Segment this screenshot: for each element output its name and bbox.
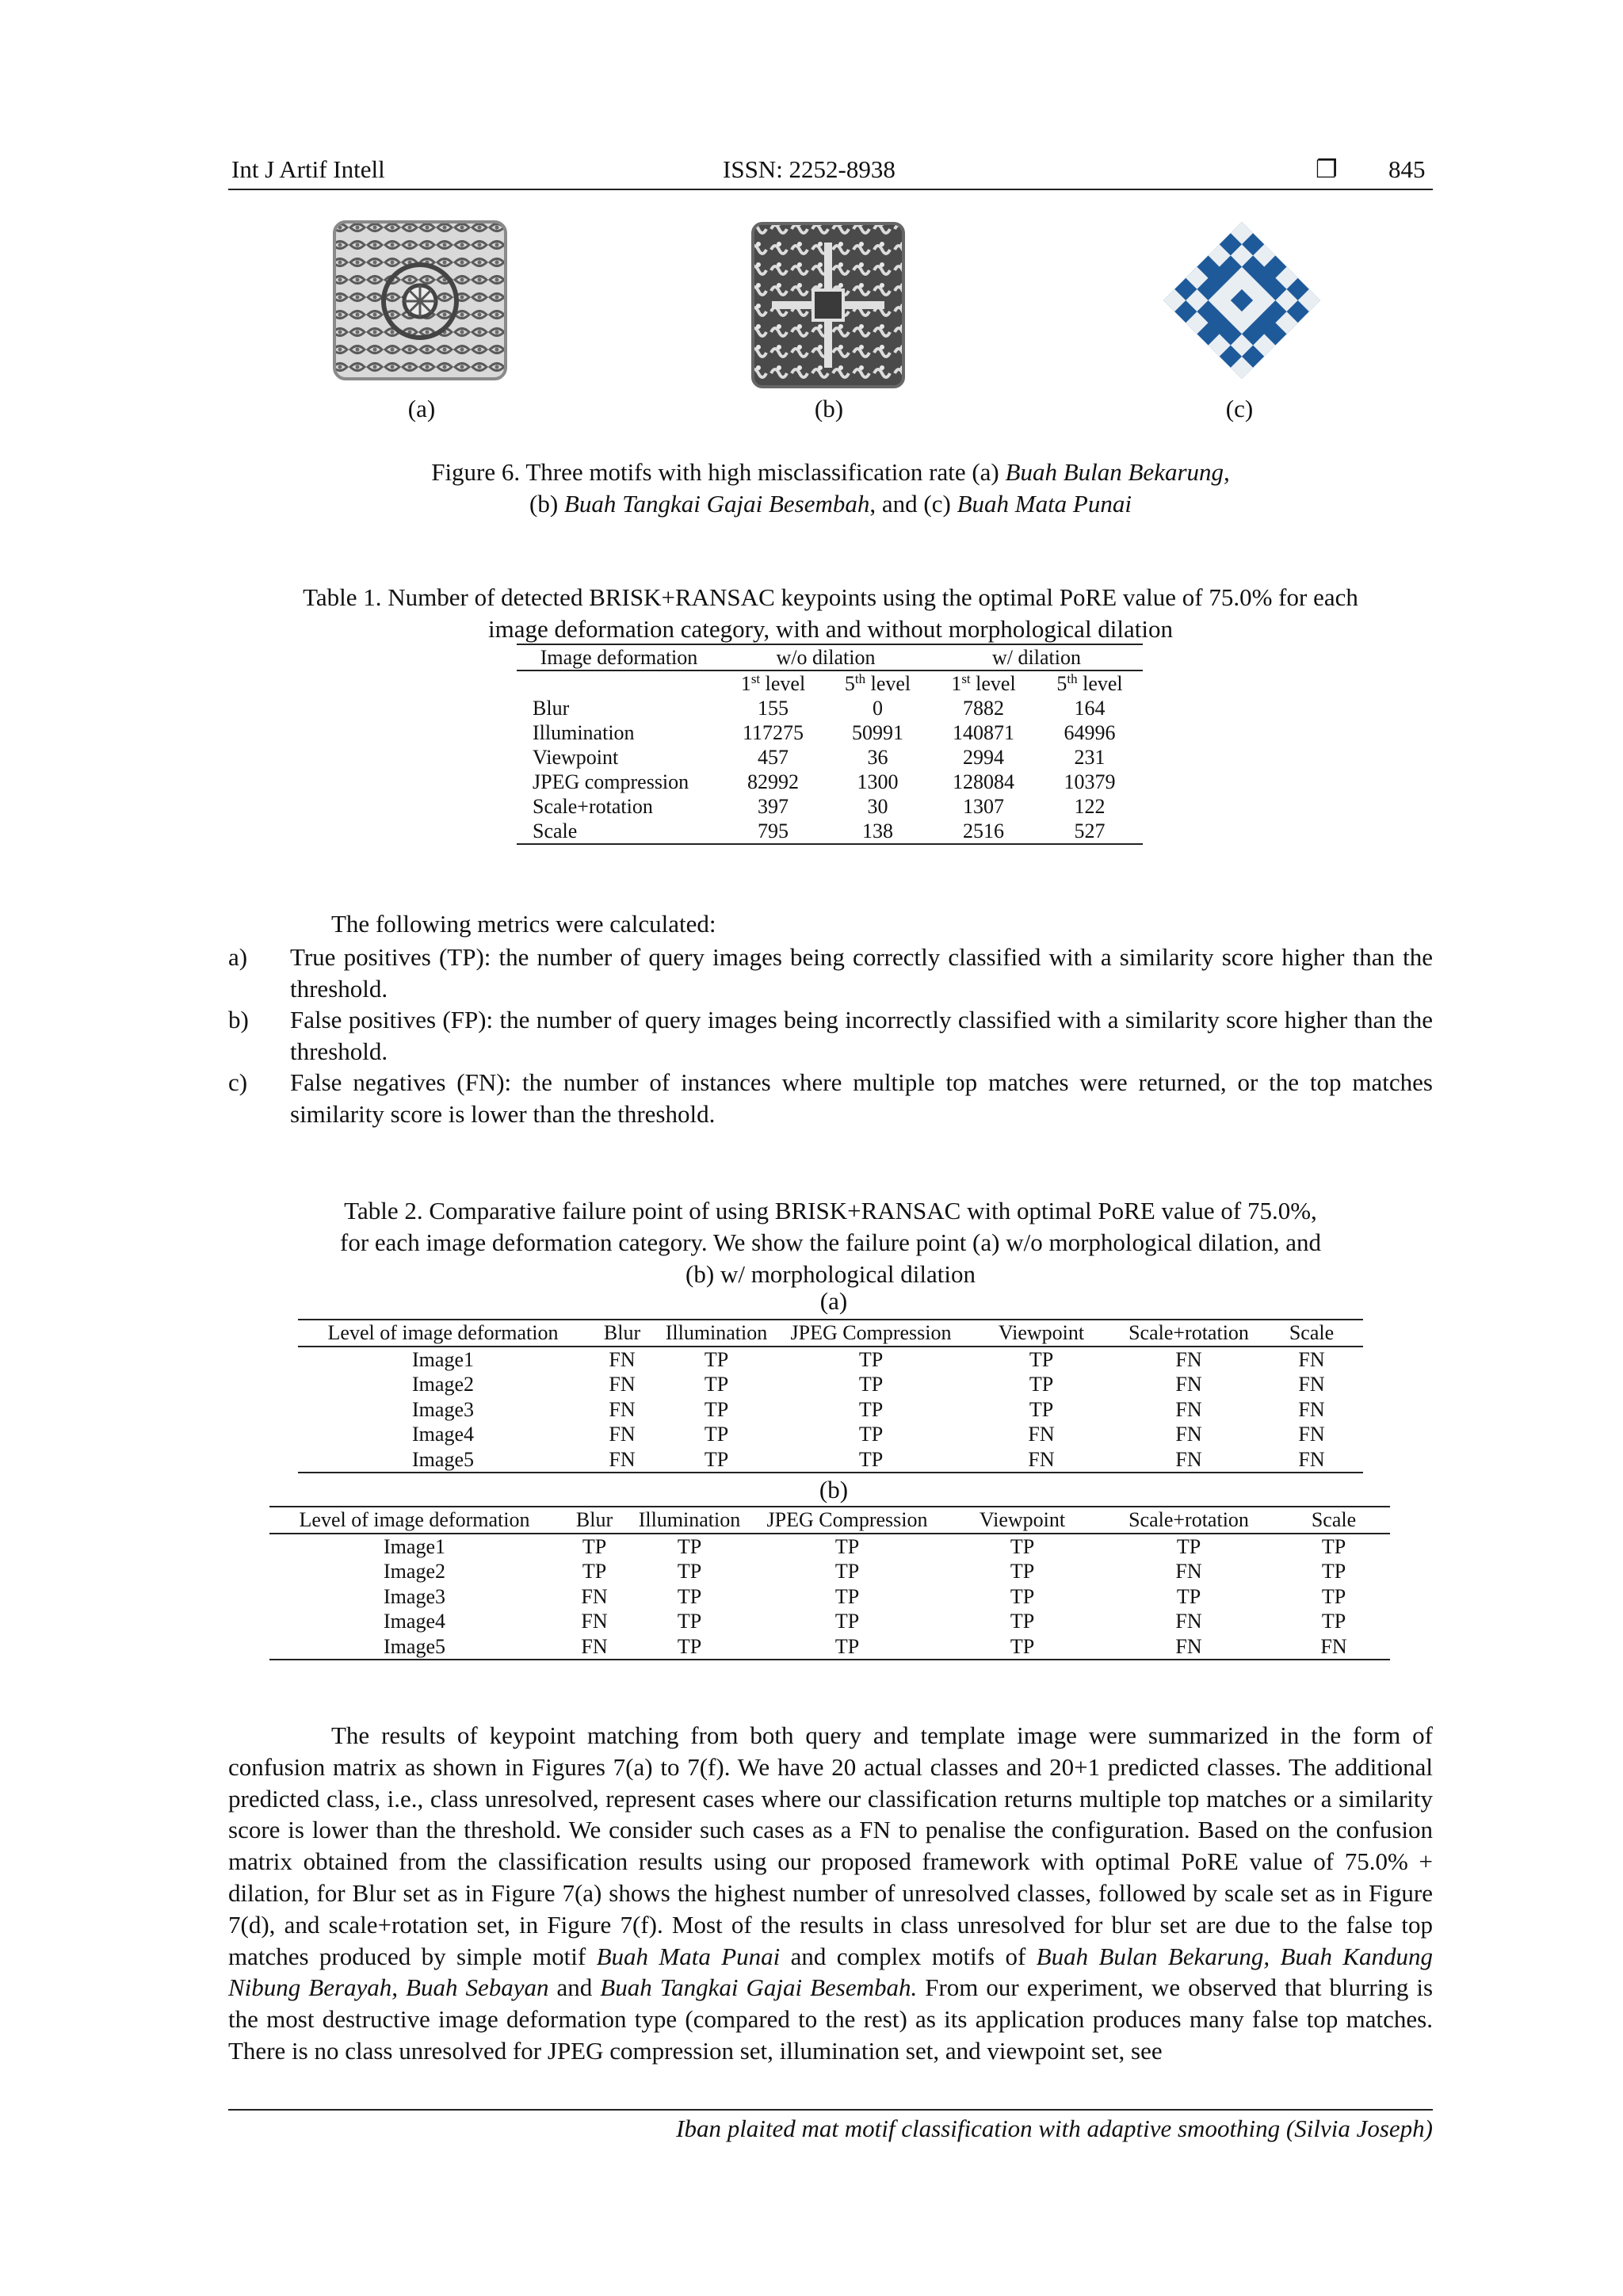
table2a-header: Scale+rotation [1128, 1321, 1249, 1344]
table1-row [517, 745, 1143, 770]
table2-part-a-label: (a) [819, 1287, 848, 1315]
table2a-cell: Image4 [412, 1423, 474, 1446]
table2a-cell: FN [609, 1347, 636, 1371]
table1-cell: 2994 [963, 746, 1004, 769]
table1-cell: 1300 [857, 770, 899, 793]
table2b-cell: TP [1176, 1584, 1201, 1608]
table2a-cell: Image1 [412, 1347, 474, 1371]
table2a-header: Scale [1289, 1321, 1335, 1344]
table2-part-b [269, 1506, 1390, 1660]
table2a-cell: FN [1298, 1447, 1325, 1471]
table2a-cell: Image5 [412, 1447, 474, 1471]
table2a-cell: TP [858, 1397, 884, 1421]
table2b-cell: TP [1010, 1634, 1035, 1658]
motif-image-a [331, 219, 509, 382]
panel-label-a: (a) [407, 395, 436, 422]
table2a-row [298, 1347, 1363, 1373]
table2a-cell: FN [1298, 1397, 1325, 1421]
table2a-cell: FN [1028, 1447, 1055, 1471]
table1-cell: 36 [867, 746, 888, 769]
table2b-row [269, 1634, 1390, 1660]
table2b-cell: TP [677, 1610, 702, 1633]
metrics-intro: The following metrics were calculated: [331, 910, 716, 938]
table2b-header: Scale [1311, 1508, 1357, 1531]
table1-row-label: Scale+rotation [533, 795, 653, 818]
motif-image-b [748, 219, 908, 392]
table1-cell: 10379 [1064, 770, 1116, 793]
table2a-cell: TP [858, 1347, 884, 1371]
table1-row-label: Viewpoint [533, 746, 619, 769]
journal-name: Int J Artif Intell [231, 155, 385, 183]
table1-row [517, 696, 1143, 720]
table1-cell: 457 [758, 746, 789, 769]
table2a-cell: FN [1028, 1423, 1055, 1446]
table2b-cell: TP [834, 1584, 860, 1608]
table2a-cell: FN [1175, 1373, 1202, 1396]
table1-row [517, 819, 1143, 844]
table1-row [517, 794, 1143, 819]
table2b-cell: Image5 [384, 1634, 445, 1658]
table2a-cell: Image3 [412, 1397, 474, 1421]
table2a-cell: FN [609, 1397, 636, 1421]
table2b-header: Level of image deformation [299, 1508, 530, 1531]
table2b-row [269, 1584, 1390, 1610]
table2a-cell: TP [1029, 1397, 1054, 1421]
table2b-cell: TP [582, 1534, 607, 1558]
table2b-cell: FN [1175, 1610, 1202, 1633]
table2a-cell: TP [704, 1347, 729, 1371]
table1-cell: 795 [758, 819, 789, 842]
table2b-cell: TP [677, 1584, 702, 1608]
table2b-cell: FN [1320, 1634, 1347, 1658]
table2b-cell: TP [677, 1560, 702, 1583]
table2b-cell: Image1 [384, 1534, 445, 1558]
table2b-cell: TP [1321, 1610, 1346, 1633]
table1-cell: 122 [1074, 795, 1106, 818]
metric-item: a) True positives (TP): the number of query images being correctly classified with a similarity score higher than the threshold. [228, 943, 1433, 1003]
metric-item: c) False negatives (FN): the number of instances where multiple top matches were returned, or the top matches similarity score is lower than the threshold. [228, 1068, 1433, 1128]
table1-cell: 527 [1074, 819, 1106, 842]
table2a-cell: FN [1175, 1423, 1202, 1446]
level-5-header: 5th level [1056, 671, 1123, 695]
table1-cell: 397 [758, 795, 789, 818]
box-icon: ❐ [1316, 155, 1338, 183]
table2b-row [269, 1559, 1390, 1584]
table1-caption: Table 1. Number of detected BRISK+RANSAC keypoints using the optimal PoRE value of 75.0% for each image deformation category, with and without morphological dilation [303, 583, 1358, 643]
table1-row-label: Illumination [533, 721, 635, 744]
table2a-cell: FN [1175, 1347, 1202, 1371]
table2a-header: Illumination [665, 1321, 768, 1344]
table2b-row [269, 1534, 1390, 1560]
table1 [517, 644, 1143, 845]
table2a-cell: FN [609, 1373, 636, 1396]
table1-row-label: Blur [533, 697, 570, 720]
table2b-cell: TP [1176, 1534, 1201, 1558]
table2a-cell: TP [1029, 1347, 1054, 1371]
table1-cell: 30 [867, 795, 888, 818]
table2b-cell: TP [1010, 1584, 1035, 1608]
table2b-header: Illumination [638, 1508, 741, 1531]
table2-part-a [298, 1319, 1363, 1473]
table1-cell: 117275 [742, 721, 804, 744]
table2a-row [298, 1447, 1363, 1473]
table2b-cell: TP [1010, 1560, 1035, 1583]
table2a-header: Level of image deformation [327, 1321, 559, 1344]
table2a-cell: TP [858, 1423, 884, 1446]
table1-row-label: Scale [533, 819, 578, 842]
table2b-row [269, 1609, 1390, 1634]
table1-row [517, 770, 1143, 794]
table2b-cell: TP [677, 1534, 702, 1558]
table2a-cell: TP [858, 1373, 884, 1396]
table2a-header: Blur [603, 1321, 641, 1344]
table2-part-b-label: (b) [819, 1476, 849, 1503]
figure6-caption: Figure 6. Three motifs with high misclassification rate (a) Buah Bulan Bekarung, (b) Buah Tangkai Gajai Besembah, and (c) Buah Mata Punai [431, 458, 1230, 518]
table2b-cell: TP [834, 1560, 860, 1583]
header-rule [228, 189, 1433, 190]
table1-cell: 2516 [963, 819, 1004, 842]
table2a-cell: FN [609, 1423, 636, 1446]
table1-cell: 140871 [953, 721, 1014, 744]
table2b-cell: TP [1010, 1610, 1035, 1633]
table2b-cell: TP [1010, 1534, 1035, 1558]
table2a-row [298, 1372, 1363, 1397]
table2b-cell: FN [1175, 1560, 1202, 1583]
table1-cell: 231 [1074, 746, 1106, 769]
motif-image-c [1160, 219, 1323, 382]
panel-label-c: (c) [1225, 395, 1254, 422]
table2a-cell: FN [1175, 1397, 1202, 1421]
table2b-header: Scale+rotation [1128, 1508, 1249, 1531]
results-paragraph: The results of keypoint matching from both query and template image were summarized in the form of confusion matrix as shown in Figures 7(a) to 7(f). We have 20 actual classes and 20+1 predicted classes. The additional predicted class, i.e., class unresolved, represent cases where our classification returns multiple top matches or a similarity score is lower than the threshold. We consider such cases as a FN to penalise the configuration. Based on the confusion matrix obtained from the classification results using our proposed framework with optimal PoRE value of 75.0% + dilation, for Blur set as in Figure 7(a) shows the highest number of unresolved classes, followed by scale set as in Figure 7(d), and scale+rotation set, in Figure 7(f). Most of the results in class unresolved for blur set are due to the false top matches produced by simple motif Buah Mata Punai and complex motifs of Buah Bulan Bekarung, Buah Kandung Nibung Berayah, Buah Sebayan and Buah Tangkai Gajai Besembah. From our experiment, we observed that blurring is the most destructive image deformation type (compared to the rest) as its application produces many false top matches. There is no class unresolved for JPEG compression set, illumination set, and viewpoint set, see [228, 1721, 1434, 2065]
table2b-cell: TP [582, 1560, 607, 1583]
table2b-cell: TP [1321, 1534, 1346, 1558]
table2b-cell: TP [834, 1534, 860, 1558]
table1-cell: 1307 [963, 795, 1004, 818]
table1-cell: 64996 [1064, 721, 1116, 744]
page-number: 845 [1388, 155, 1426, 183]
level-1-header: 1st level [740, 671, 806, 695]
table2a-cell: FN [1175, 1447, 1202, 1471]
table1-cell: 0 [873, 697, 883, 720]
panel-label-b: (b) [814, 395, 844, 422]
table2b-cell: FN [1175, 1634, 1202, 1658]
table2a-cell: FN [1298, 1423, 1325, 1446]
table2b-cell: TP [834, 1610, 860, 1633]
table2a-cell: TP [1029, 1373, 1054, 1396]
table2a-header: JPEG Compression [790, 1321, 952, 1344]
table1-group-wo: w/o dilation [721, 644, 930, 670]
table2b-cell: FN [581, 1584, 608, 1608]
table2b-cell: TP [1321, 1560, 1346, 1583]
table2a-cell: Image2 [412, 1373, 474, 1396]
table1-cell: 128084 [953, 770, 1014, 793]
table2a-row [298, 1422, 1363, 1447]
metric-item: b) False positives (FP): the number of query images being incorrectly classified with a similarity score higher than the threshold. [228, 1006, 1433, 1065]
table1-cell: 164 [1074, 697, 1106, 720]
table2b-cell: TP [677, 1634, 702, 1658]
table1-group-w: w/ dilation [930, 644, 1143, 670]
table2a-cell: FN [609, 1447, 636, 1471]
table2b-header: Blur [575, 1508, 613, 1531]
table2a-header: Viewpoint [998, 1321, 1085, 1344]
running-title: Iban plaited mat motif classification with adaptive smoothing (Silvia Joseph) [676, 2115, 1433, 2142]
table2a-cell: TP [704, 1397, 729, 1421]
table1-row-label: JPEG compression [533, 770, 689, 793]
table1-cell: 138 [862, 819, 893, 842]
table1-cell: 82992 [747, 770, 799, 793]
level-5-header: 5th level [844, 671, 911, 695]
table2b-header: JPEG Compression [766, 1508, 928, 1531]
table2b-cell: Image2 [384, 1560, 445, 1583]
table2a-cell: TP [858, 1447, 884, 1471]
table1-col-head: Image deformation [517, 644, 721, 670]
table1-cell: 7882 [963, 697, 1004, 720]
table1-cell: 50991 [852, 721, 903, 744]
table2b-cell: Image3 [384, 1584, 445, 1608]
table2b-cell: FN [581, 1610, 608, 1633]
table2b-cell: FN [581, 1634, 608, 1658]
table1-row [517, 720, 1143, 745]
table2b-cell: TP [1321, 1584, 1346, 1608]
table2a-cell: TP [704, 1423, 729, 1446]
table2a-row [298, 1397, 1363, 1423]
table2a-cell: FN [1298, 1347, 1325, 1371]
table2a-cell: FN [1298, 1373, 1325, 1396]
table2b-cell: TP [834, 1634, 860, 1658]
table2b-cell: Image4 [384, 1610, 445, 1633]
table2a-cell: TP [704, 1447, 729, 1471]
table1-cell: 155 [758, 697, 789, 720]
table2b-header: Viewpoint [979, 1508, 1066, 1531]
issn: ISSN: 2252-8938 [723, 155, 896, 183]
table2a-cell: TP [704, 1373, 729, 1396]
table2-caption: Table 2. Comparative failure point of using BRISK+RANSAC with optimal PoRE value of 75.0%, for each image deformation category. We show the failure point (a) w/o morphological dilation, and (b) w/ morphological dilation [340, 1197, 1321, 1288]
level-1-header: 1st level [951, 671, 1016, 695]
footer-rule [228, 2109, 1433, 2111]
